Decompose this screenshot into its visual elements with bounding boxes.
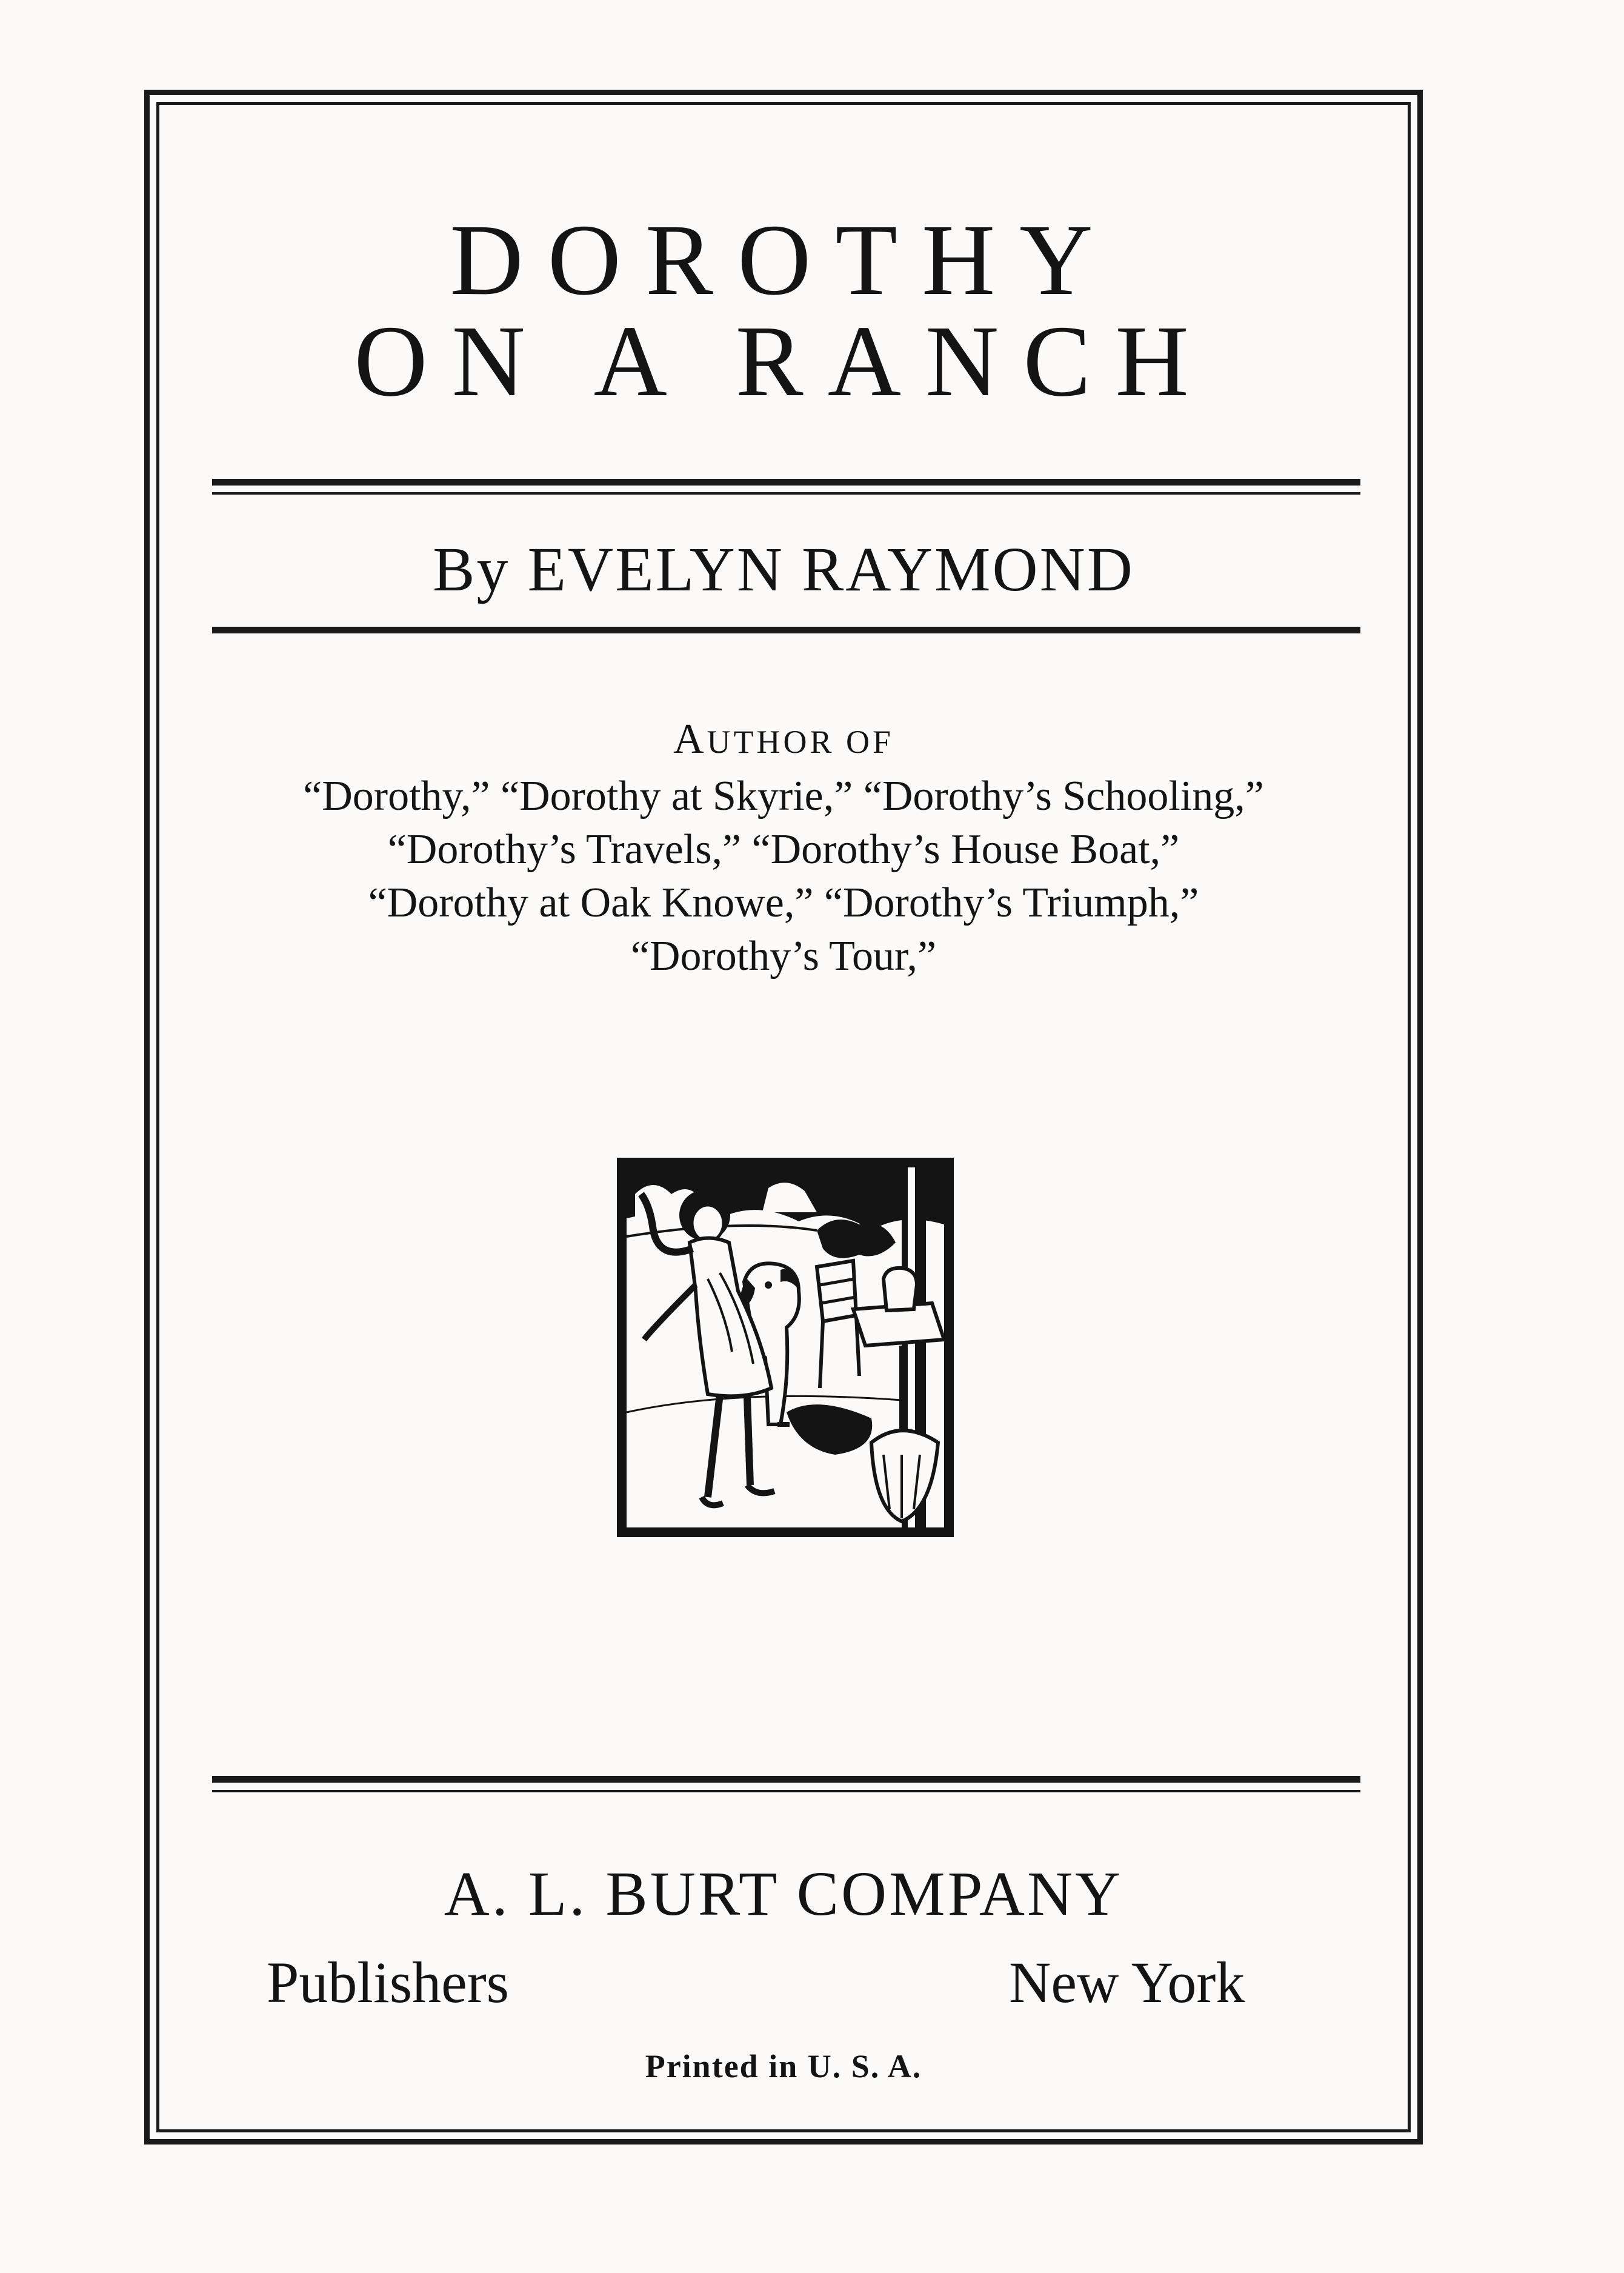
publisher-label: Publishers bbox=[267, 1950, 510, 2015]
author-byline: By EVELYN RAYMOND bbox=[433, 535, 1134, 604]
works-line: “Dorothy’s Tour,” bbox=[630, 933, 937, 980]
byline-rule bbox=[212, 627, 1360, 633]
publisher-rule-thin bbox=[212, 1790, 1360, 1792]
title-rule-thick bbox=[212, 479, 1360, 486]
works-line: “Dorothy’s Travels,” “Dorothy’s House Boat,” bbox=[387, 826, 1180, 873]
author-of-initial: A bbox=[673, 716, 707, 763]
book-title-line-1: DOROTHY bbox=[450, 204, 1117, 316]
works-line: “Dorothy,” “Dorothy at Skyrie,” “Dorothy’s Schooling,” bbox=[303, 773, 1264, 819]
printed-in-notice: Printed in U. S. A. bbox=[645, 2048, 922, 2084]
book-title-line-2: ON A RANCH bbox=[354, 305, 1213, 418]
author-of-heading bbox=[156, 715, 1411, 764]
author-of-rest: UTHOR OF bbox=[707, 724, 894, 760]
publisher-rule-thick bbox=[212, 1776, 1360, 1783]
girl-with-dog-icon bbox=[617, 1158, 954, 1537]
other-works-list bbox=[156, 770, 1411, 983]
title-rule-thin bbox=[212, 492, 1360, 495]
publisher-name: A. L. BURT COMPANY bbox=[444, 1859, 1123, 1929]
publisher-city: New York bbox=[1009, 1950, 1245, 2015]
works-line: “Dorothy at Oak Knowe,” “Dorothy’s Triumph,” bbox=[368, 879, 1199, 926]
